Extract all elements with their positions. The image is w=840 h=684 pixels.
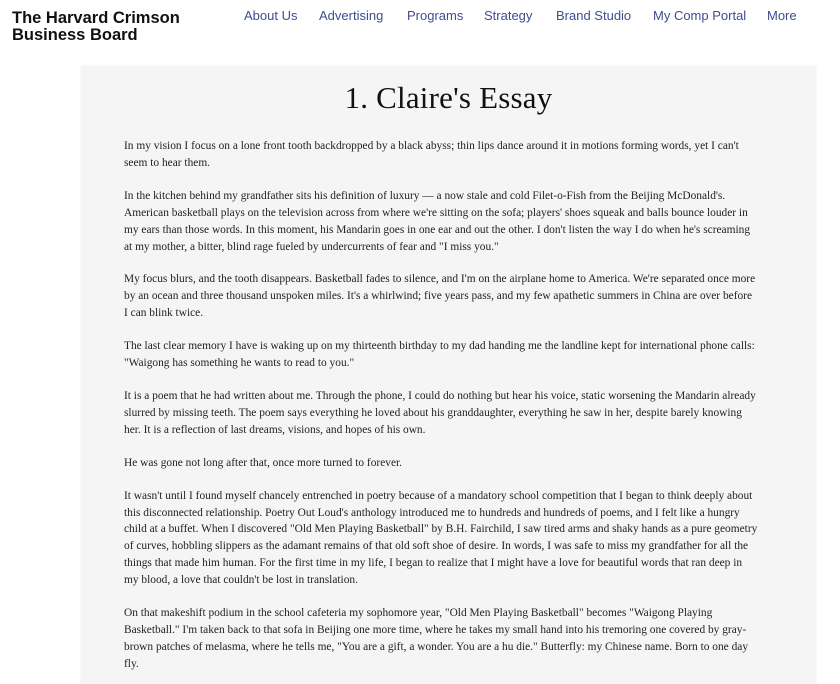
essay-paragraph-6: He was gone not long after that, once more turned to forever. <box>124 456 403 469</box>
nav-strategy[interactable]: Strategy <box>484 8 533 23</box>
essay-title: 1. Claire's Essay <box>344 80 553 115</box>
essay-paragraph-8: On that makeshift podium in the school cafeteria my sophomore year, "Old Men Playing Basketball" becomes "Waigong Playing Basketball." I'm taken back to that sofa in Beijing one more time, where he takes my small hand into his tremoring one covered by gray-brown patches of melasma, where he tells me, "You are a gift, a wonder. You are a hu die." Butterfly: my Chinese name. Born to one day fly. <box>124 607 749 670</box>
nav-brand-studio[interactable]: Brand Studio <box>556 8 632 23</box>
nav-my-comp-portal[interactable]: My Comp Portal <box>653 8 747 23</box>
essay-body <box>124 138 758 684</box>
essay-paragraph-1: In my vision I focus on a lone front tooth backdropped by a black abyss; thin lips dance around it in motions forming words, yet I can't seem to hear them. <box>124 140 739 169</box>
nav-about-us[interactable]: About Us <box>244 8 298 23</box>
nav-advertising[interactable]: Advertising <box>319 8 384 23</box>
essay-paragraph-3: My focus blurs, and the tooth disappears. Basketball fades to silence, and I'm on the airplane home to America. We're separated once more by an ocean and three thousand unspoken miles. It's a whirlwind; five years pass, and my few apathetic summers in China are over before I can blink twice. <box>124 273 756 320</box>
logo-line-1: The Harvard Crimson <box>12 9 180 27</box>
essay-paragraph-5: It is a poem that he had written about me. Through the phone, I could do nothing but hear his voice, static worsening the Mandarin already slurred by missing teeth. The poem says everything he loved about his granddaughter, everything he saw in her, despite barely knowing her. It is a reflection of last dreams, visions, and hopes of his own. <box>124 389 756 436</box>
essay-paragraph-2: In the kitchen behind my grandfather sits his definition of luxury — a now stale and cold Filet-o-Fish from the Beijing McDonald's. American basketball plays on the television across from where we're sitting on the sofa; players' shoes squeak and balls bounce louder in my ears than those words. In this moment, his Mandarin goes in one ear and out the other. I don't listen the way I do when he's screaming at my mother, a bitter, blind rage fueled by undercurrents of fear and "I miss you." <box>124 189 751 253</box>
nav-more[interactable]: More <box>767 8 797 23</box>
essay-paragraph-7: It wasn't until I found myself chancely entrenched in poetry because of a mandatory school competition that I began to think deeply about this disconnected relationship. Poetry Out Loud's anthology introduced me to hundreds and hundreds of poems, and I felt like a hungry child at a buffet. When I discovered "Old Men Playing Basketball" by B.H. Fairchild, I saw tired arms and shaky hands as a pure geometry of curves, hobbling slippers as the adamant remains of that old soft shoe of desire. In words, I was safe to miss my grandfather for all the things that made him human. For the first time in my life, I began to realize that I might have a love for beautiful words that ran deep in my blood, a love that couldn't be lost in translation. <box>124 489 758 587</box>
essay-card <box>81 66 816 684</box>
site-logo[interactable] <box>12 10 202 44</box>
logo-line-2: Business Board <box>12 26 138 44</box>
nav-programs[interactable]: Programs <box>407 8 464 23</box>
site-header <box>0 0 840 60</box>
essay-paragraph-4: The last clear memory I have is waking up on my thirteenth birthday to my dad handing me the landline kept for international phone calls: "Waigong has something he wants to read to you." <box>124 340 755 370</box>
